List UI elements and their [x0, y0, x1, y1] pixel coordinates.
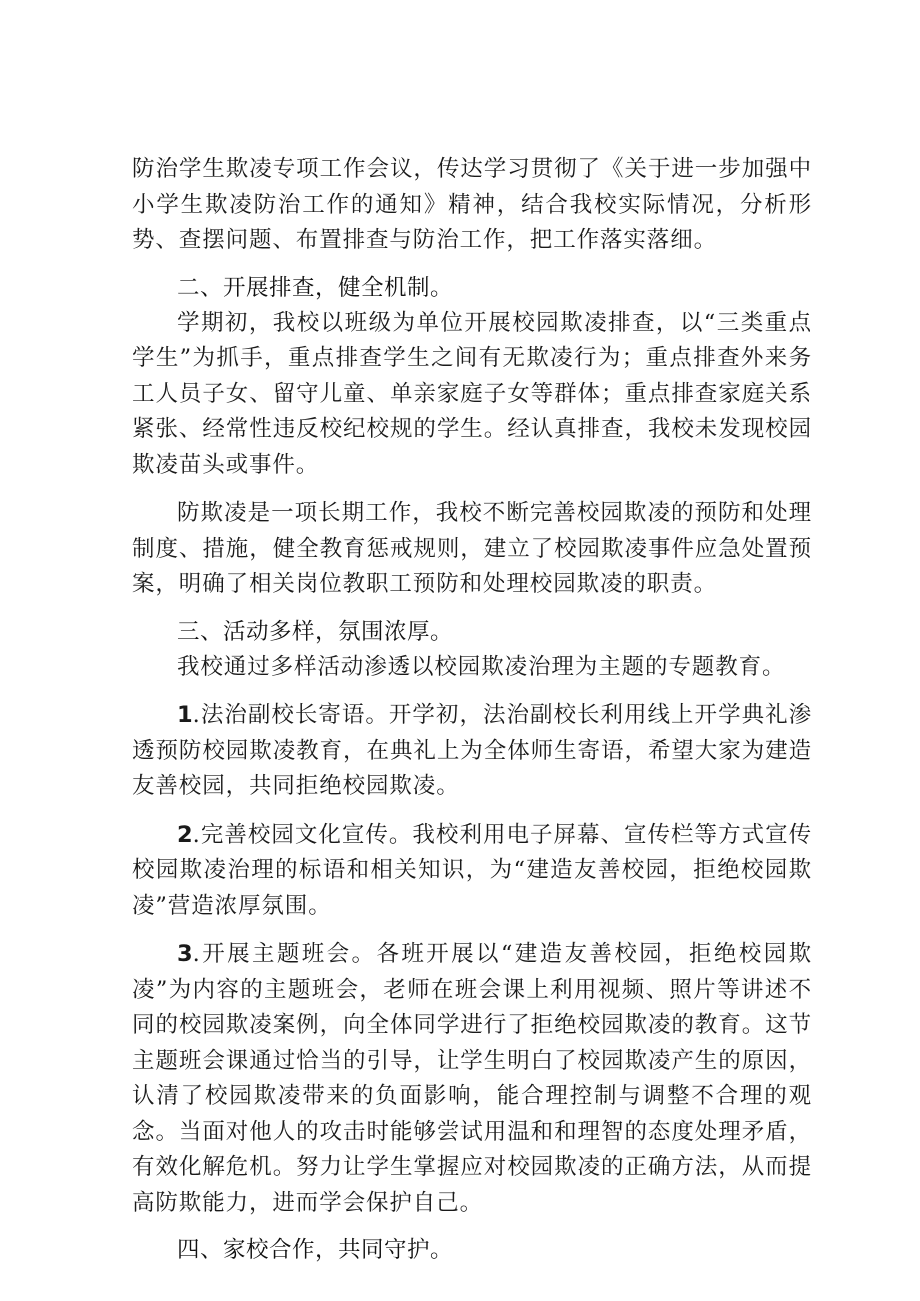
item-text: .开展主题班会。各班开展以“建造友善校园，拒绝校园欺凌”为内容的主题班会，老师在班会课上利用视频、照片等讲述不同的校园欺凌案例，向全体同学进行了拒绝校园欺凌的教育。这节主题班会课通过恰当的引导，让学生明白了校园欺凌产生的原因，认清了校园欺凌带来的负面影响，能合理控制与调整不合理的观念。当面对他人的攻击时能够尝试用温和和理智的态度处理矛盾，有效化解危机。努力让学生掌握应对校园欺凌的正确方法，从而提高防欺能力，进而学会保护自己。	[132, 941, 812, 1216]
item-number: 1	[177, 702, 193, 728]
numbered-item	[132, 698, 812, 805]
body-paragraph: 学期初，我校以班级为单位开展校园欺凌排查，以“三类重点学生”为抓手，重点排查学生之间有无欺凌行为；重点排查外来务工人员子女、留守儿童、单亲家庭子女等群体；重点排查家庭关系紧张、经常性违反校纪校规的学生。经认真排查，我校未发现校园欺凌苗头或事件。	[132, 309, 812, 478]
item-text: .完善校园文化宣传。我校利用电子屏幕、宣传栏等方式宣传校园欺凌治理的标语和相关知识，为“建造友善校园，拒绝校园欺凌”营造浓厚氛围。	[132, 821, 812, 919]
numbered-item	[132, 818, 812, 925]
section-heading: 二、开展排查，健全机制。	[177, 274, 454, 301]
section-heading: 三、活动多样，氛围浓厚。	[177, 618, 454, 645]
item-number: 3	[177, 941, 193, 967]
document-body	[132, 152, 812, 1268]
body-paragraph: 我校通过多样活动渗透以校园欺凌治理为主题的专题教育。	[177, 653, 786, 680]
section-heading: 四、家校合作，共同守护。	[177, 1237, 454, 1263]
item-text: .法治副校长寄语。开学初，法治副校长利用线上开学典礼渗透预防校园欺凌教育，在典礼上为全体师生寄语，希望大家为建造友善校园，共同拒绝校园欺凌。	[132, 702, 812, 799]
body-paragraph: 防治学生欺凌专项工作会议，传达学习贯彻了《关于进一步加强中小学生欺凌防治工作的通知》精神，结合我校实际情况，分析形势、查摆问题、布置排查与防治工作，把工作落实落细。	[132, 156, 812, 253]
item-number: 2	[177, 821, 193, 848]
numbered-item	[132, 937, 812, 1221]
body-paragraph: 防欺凌是一项长期工作，我校不断完善校园欺凌的预防和处理制度、措施，健全教育惩戒规则，建立了校园欺凌事件应急处置预案，明确了相关岗位教职工预防和处理校园欺凌的职责。	[132, 500, 812, 597]
